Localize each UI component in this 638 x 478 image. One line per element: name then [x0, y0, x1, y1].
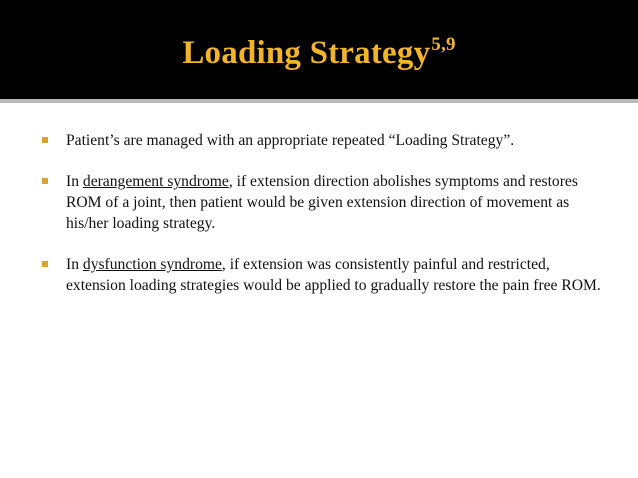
bullet-text-lead: In [66, 256, 83, 273]
bullet-text-rest: , if extension was consistently painful and restricted, extension loading strategies would be applied to gradually restore the pain free ROM. [66, 256, 601, 294]
slide-title-text: Loading Strategy [182, 35, 431, 71]
bullet-item [42, 254, 612, 296]
bullet-list [42, 130, 612, 316]
square-bullet-icon [42, 178, 48, 184]
dysfunction-syndrome-term: dysfunction syndrome [82, 256, 222, 273]
square-bullet-icon [42, 137, 48, 143]
bullet-text-lead: In [66, 173, 83, 190]
square-bullet-icon [42, 261, 48, 267]
bullet-item [42, 171, 612, 234]
bullet-item [42, 130, 612, 151]
bullet-text: Patient’s are managed with an appropriate repeated “Loading Strategy”. [66, 132, 515, 149]
title-citation-superscript: 5,9 [431, 34, 456, 55]
bullet-text-rest: , if extension direction abolishes symptoms and restores ROM of a joint, then patient would be given extension direction of movement as his/her loading strategy. [66, 173, 578, 232]
derangement-syndrome-term: derangement syndrome [82, 173, 229, 190]
slide-title [0, 33, 638, 73]
title-divider [0, 99, 638, 103]
